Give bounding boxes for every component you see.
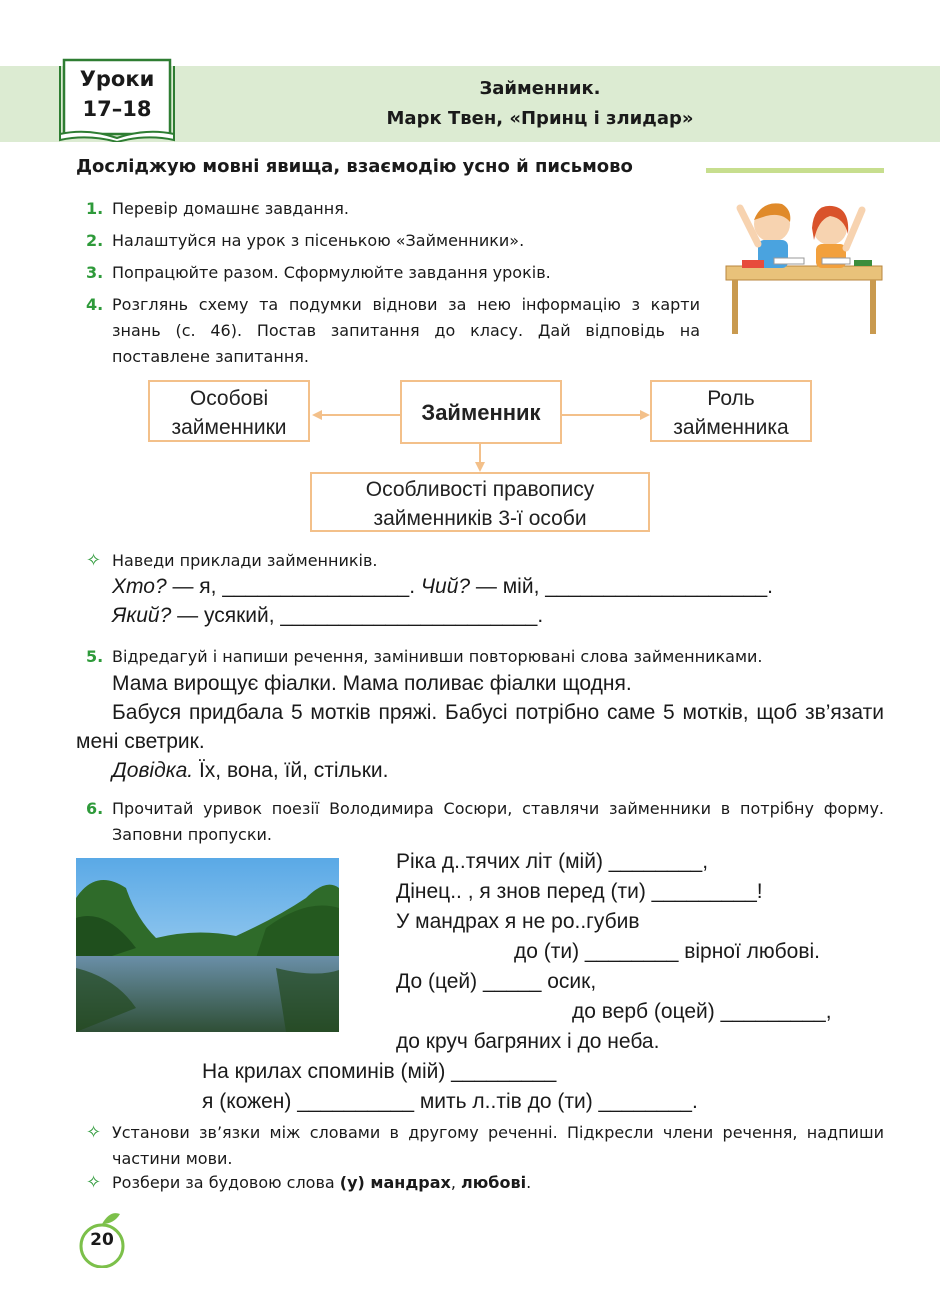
diagram-box-pronoun: Займенник [400,380,562,444]
poem-line-2: Дінец.. , я знов перед (ти) _________! [396,880,763,903]
lesson-label: Уроки [79,67,155,91]
question-whose: Чий? [420,575,471,598]
river-landscape-photo [76,858,339,1032]
poem-line-4: до (ти) ________ вірної любові. [514,940,821,963]
title-line-2: Марк Твен, «Принц і злидар» [386,108,694,129]
hint-text: Їх, вона, їй, стільки. [193,759,389,782]
bold-word-1: (у) мандрах [339,1173,451,1192]
extra-task-1 [86,1120,884,1172]
star-icon: ✧ [86,550,102,571]
diagram-box-pronoun-role: Роль займенника [650,380,812,442]
poem-line-9: я (кожен) __________ мить л..тів до (ти) ________. [202,1090,698,1113]
bold-word-2: любові [461,1173,527,1192]
task-6 [86,796,884,848]
task-text: Налаштуйся на урок з пісенькою «Займенники». [112,231,525,250]
task-text: Прочитай уривок поезії Володимира Сосюри, ставлячи займенники в потрібну форму. Заповни пропуски. [112,799,884,844]
task5-hint [112,756,389,785]
task-5 [86,644,763,670]
examples-prompt [86,548,377,574]
comma: , [450,1173,462,1192]
poem-line-5: До (цей) _____ осик, [396,970,597,993]
poem-line-8: На крилах споминів (мій) _________ [202,1060,557,1083]
star-icon: ✧ [86,1172,102,1193]
examples-row-1 [112,572,773,601]
poem-line-3: У мандрах я не ро..губив [396,910,640,933]
poem-line-6: до верб (оцей) _________, [572,1000,832,1023]
answer-who: — я, ________________. [166,575,416,598]
extra-task-2 [86,1170,531,1196]
answer-which: — усякий, ______________________. [171,604,544,627]
diagram-box-spelling: Особливості правопису займенників 3-ї особи [310,472,650,532]
extra-task-text: Розбери за будовою слова [112,1173,340,1192]
examples-prompt-text: Наведи приклади займенників. [112,551,378,570]
poem-line-7: до круч багряних і до неба. [396,1030,660,1053]
diagram-box-personal-pronouns: Особові займенники [148,380,310,442]
lesson-numbers: 17–18 [82,97,152,121]
extra-task-text: Установи зв’язки між словами в другому реченні. Підкресли члени речення, надпиши частини мови. [112,1123,884,1168]
section-heading: Досліджую мовні явища, взаємодію усно й письмово [76,156,633,177]
task-number: 2. [86,231,104,250]
star-icon: ✧ [86,1122,102,1143]
examples-row-2 [112,601,543,630]
task-number: 1. [86,199,104,218]
hint-label: Довідка. [112,759,194,782]
task-text: Відредагуй і напиши речення, замінивши повторювані слова займенниками. [112,647,763,666]
page-number: 20 [90,1230,114,1250]
task-number: 4. [86,295,104,314]
task5-sentence-1: Мама вирощує фіалки. Мама поливає фіалки щодня. [112,672,632,695]
task-text: Перевір домашнє завдання. [112,199,349,218]
task-number: 6. [86,799,104,818]
period: . [526,1173,532,1192]
task-number: 3. [86,263,104,282]
poem-line-1: Ріка д..тячих літ (мій) ________, [396,850,709,873]
question-which: Який? [112,604,172,627]
task-text: Розглянь схему та подумки віднови за нею інформацію з карти знань (с. 46). Постав запитання до класу. Дай відповідь на поставлене запитання. [112,295,700,366]
task-text: Попрацюйте разом. Сформулюйте завдання уроків. [112,263,551,282]
page-number-badge [76,1208,128,1268]
question-who: Хто? [112,575,167,598]
task5-sentence-2: Бабуся придбала 5 мотків пряжі. Бабусі потрібно саме 5 мотків, щоб зв’язати мені светрик. [76,701,884,753]
title-line-1: Займенник. [479,78,601,99]
task-number: 5. [86,647,104,666]
answer-whose: — мій, ___________________. [470,575,773,598]
